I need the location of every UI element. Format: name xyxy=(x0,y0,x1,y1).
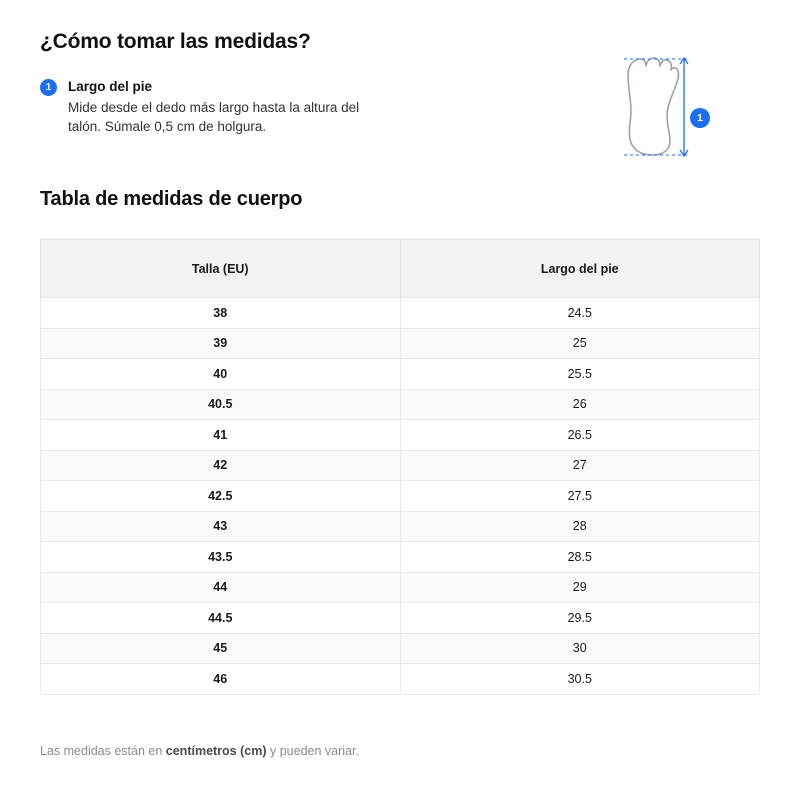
table-row xyxy=(41,481,760,512)
howto-section xyxy=(40,78,760,136)
footnote-prefix: Las medidas están en xyxy=(40,744,166,758)
cell-foot-length: 26.5 xyxy=(400,420,760,451)
table-row xyxy=(41,542,760,573)
cell-foot-length: 24.5 xyxy=(400,298,760,329)
cell-foot-length: 30.5 xyxy=(400,664,760,695)
cell-size: 40 xyxy=(41,359,401,390)
table-row xyxy=(41,603,760,634)
table-body xyxy=(41,298,760,695)
cell-foot-length: 29 xyxy=(400,572,760,603)
table-row xyxy=(41,420,760,451)
cell-foot-length: 26 xyxy=(400,389,760,420)
cell-foot-length: 30 xyxy=(400,633,760,664)
cell-size: 40.5 xyxy=(41,389,401,420)
table-row xyxy=(41,633,760,664)
cell-size: 39 xyxy=(41,328,401,359)
cell-size: 45 xyxy=(41,633,401,664)
cell-size: 43.5 xyxy=(41,542,401,573)
column-header-size: Talla (EU) xyxy=(41,240,401,298)
table-row xyxy=(41,359,760,390)
cell-foot-length: 28 xyxy=(400,511,760,542)
page-title: ¿Cómo tomar las medidas? xyxy=(40,30,311,53)
cell-size: 38 xyxy=(41,298,401,329)
cell-foot-length: 28.5 xyxy=(400,542,760,573)
step-number-badge: 1 xyxy=(40,79,57,96)
cell-size: 42.5 xyxy=(41,481,401,512)
cell-foot-length: 27.5 xyxy=(400,481,760,512)
cell-size: 43 xyxy=(41,511,401,542)
cell-size: 44 xyxy=(41,572,401,603)
table-row xyxy=(41,450,760,481)
cell-size: 41 xyxy=(41,420,401,451)
cell-size: 42 xyxy=(41,450,401,481)
cell-foot-length: 27 xyxy=(400,450,760,481)
foot-diagram-step-badge: 1 xyxy=(690,108,710,128)
foot-diagram-icon xyxy=(610,53,700,168)
column-header-foot-length: Largo del pie xyxy=(400,240,760,298)
footnote-suffix: y pueden variar. xyxy=(266,744,359,758)
measurement-step xyxy=(40,78,520,136)
howto-text-block xyxy=(40,78,520,136)
cell-size: 44.5 xyxy=(41,603,401,634)
step-body xyxy=(68,78,388,136)
table-header-row xyxy=(41,240,760,298)
footnote-unit: centímetros (cm) xyxy=(165,744,267,758)
cell-foot-length: 25 xyxy=(400,328,760,359)
cell-foot-length: 29.5 xyxy=(400,603,760,634)
table-title: Tabla de medidas de cuerpo xyxy=(40,188,303,210)
size-table xyxy=(40,239,760,695)
table-row xyxy=(41,328,760,359)
table-row xyxy=(41,572,760,603)
cell-size: 46 xyxy=(41,664,401,695)
table-row xyxy=(41,511,760,542)
table-row xyxy=(41,664,760,695)
table-row xyxy=(41,298,760,329)
step-description: Mide desde el dedo más largo hasta la altura del talón. Súmale 0,5 cm de holgura. xyxy=(68,100,360,134)
cell-foot-length: 25.5 xyxy=(400,359,760,390)
step-title: Largo del pie xyxy=(68,79,153,94)
footnote xyxy=(40,744,359,758)
table-row xyxy=(41,389,760,420)
